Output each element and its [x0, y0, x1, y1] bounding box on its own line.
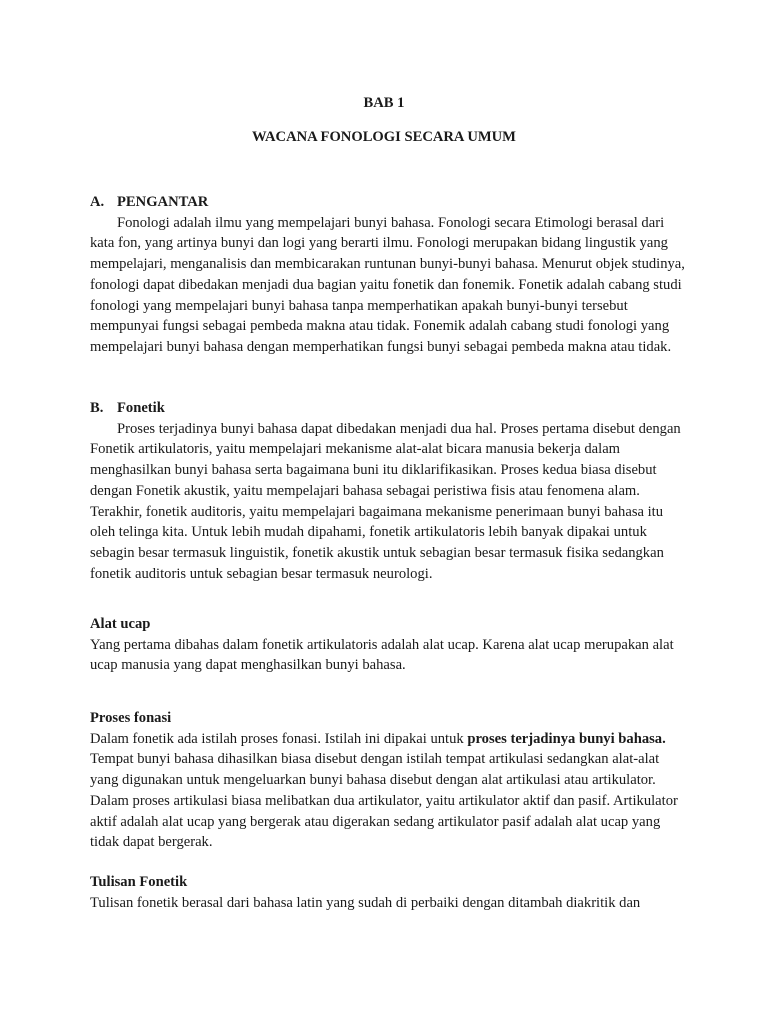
section-b-paragraph: Proses terjadinya bunyi bahasa dapat dibedakan menjadi dua hal. Proses pertama disebut dengan Fonetik artikulatoris, yaitu mempelajari mekanisme alat-alat bicara manusia bekerja dalam menghasilkan bunyi bahasa serta bagaimana buni itu diklarifikasikan. Proses kedua biasa disebut dengan Fonetik akustik, yaitu mempelajari bahasa sebagai peristiwa fisis atau fenomena alam. Terakhir, fonetik auditoris, yaitu mempelajari bagaimana mekanisme penerimaan bunyi bahasa itu oleh telinga kita. Untuk lebih mudah dipahami, fonetik artikulatoris lebih banyak dipakai untuk sebagin besar termasuk linguistik, fonetik akustik untuk sebagian besar termasuk fisika sedangkan fonetik auditoris untuk sebagian besar termasuk neurologi.: [90, 420, 681, 582]
chapter-title: BAB 1: [363, 95, 405, 111]
alat-ucap-heading: Alat ucap: [90, 616, 151, 632]
section-a-title: PENGANTAR: [117, 194, 209, 210]
subsection-alat-ucap: [90, 614, 690, 676]
subsection-proses-fonasi: [90, 708, 690, 853]
proses-fonasi-bold-phrase: proses terjadinya bunyi bahasa.: [467, 730, 666, 747]
section-fonetik: [90, 398, 690, 584]
section-b-title: Fonetik: [117, 400, 165, 416]
proses-fonasi-paragraph: [90, 729, 690, 853]
proses-fonasi-text-end: Tempat bunyi bahasa dihasilkan biasa disebut dengan istilah tempat artikulasi sedangkan alat-alat yang digunakan untuk mengeluarkan bunyi bahasa disebut dengan alat artikulasi atau artikulator. Dalam proses artikulasi biasa melibatkan dua artikulator, yaitu artikulator aktif dan pasif. Artikulator aktif adalah alat ucap yang bergerak atau digerakan sedang artikulator pasif adalah alat ucap yang tidak dapat bergerak.: [90, 751, 678, 851]
section-b-heading: [90, 398, 690, 419]
chapter-subtitle: WACANA FONOLOGI SECARA UMUM: [252, 129, 516, 145]
tulisan-fonetik-heading: Tulisan Fonetik: [90, 874, 188, 890]
section-a-number: A.: [90, 194, 105, 210]
proses-fonasi-text-start: Dalam fonetik ada istilah proses fonasi. Istilah ini dipakai untuk: [90, 730, 468, 747]
alat-ucap-paragraph: Yang pertama dibahas dalam fonetik artikulatoris adalah alat ucap. Karena alat ucap merupakan alat ucap manusia yang dapat menghasilkan bunyi bahasa.: [90, 636, 674, 674]
section-b-number: B.: [90, 400, 104, 416]
section-pengantar: [90, 192, 690, 358]
proses-fonasi-heading: Proses fonasi: [90, 710, 172, 726]
tulisan-fonetik-paragraph: Tulisan fonetik berasal dari bahasa latin yang sudah di perbaiki dengan ditambah diakritik dan: [90, 894, 641, 911]
section-a-paragraph: Fonologi adalah ilmu yang mempelajari bunyi bahasa. Fonologi secara Etimologi berasal dari kata fon, yang artinya bunyi dan logi yang berarti ilmu. Fonologi merupakan bidang lingustik yang mempelajari, menganalisis dan membicarakan runtunan bunyi-bunyi bahasa. Menurut objek studinya, fonologi dapat dibedakan menjadi dua bagian yaitu fonetik dan fonemik. Fonetik adalah cabang studi fonologi yang mempelajari bunyi bahasa tanpa memperhatikan apakah bunyi-bunyi tersebut mempunyai fungsi sebagai pembeda makna atau tidak. Fonemik adalah cabang studi fonologi yang mempelajari bunyi bahasa dengan memperhatikan fungsi bunyi sebagai pembeda makna atau tidak.: [90, 214, 685, 355]
section-a-heading: [90, 192, 690, 213]
subsection-tulisan-fonetik: [90, 872, 690, 913]
